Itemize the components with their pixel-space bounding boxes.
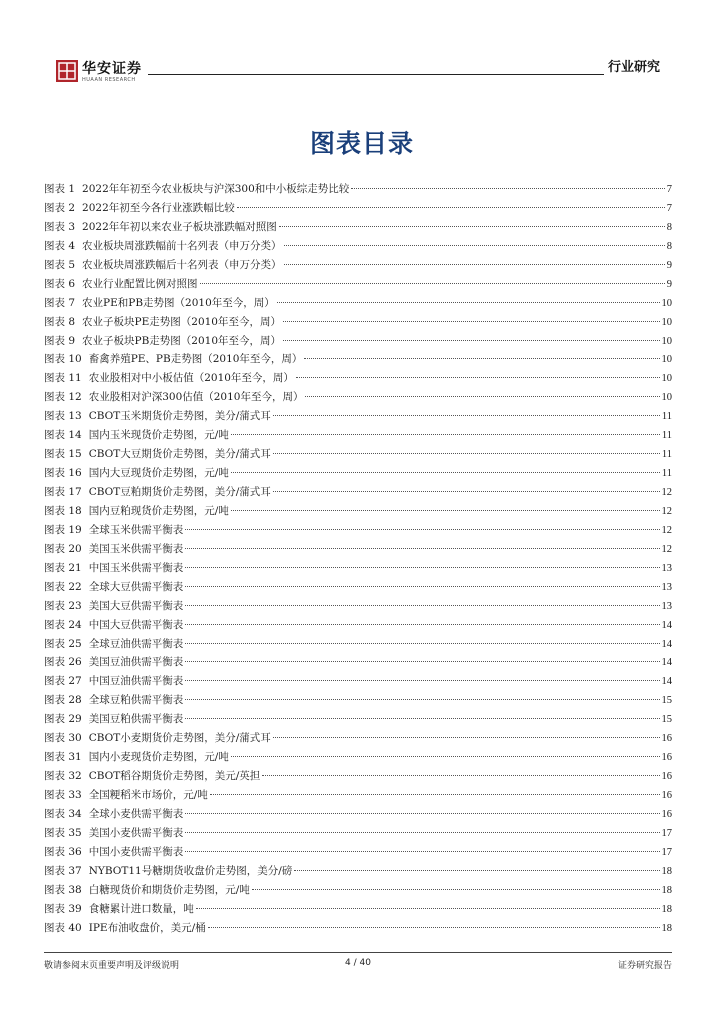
toc-dot-leader [294, 869, 659, 871]
toc-entry[interactable] [44, 653, 672, 672]
toc-entry-title: CBOT大豆期货价走势图，美分/蒲式耳 [88, 448, 271, 461]
toc-entry-page: 17 [661, 827, 672, 839]
toc-entry-label: 图表 17 [44, 486, 82, 498]
toc-entry-title: 美国玉米供需平衡表 [88, 542, 184, 555]
toc-dot-leader [185, 812, 659, 814]
toc-dot-leader [185, 604, 659, 606]
toc-entry-label: 图表 12 [44, 391, 82, 404]
toc-dot-leader [185, 660, 659, 662]
toc-entry[interactable] [44, 237, 672, 256]
toc-entry-page: 9 [666, 278, 672, 290]
toc-entry-title: 2022年年初至今农业板块与沪深300和中小板综走势比较 [82, 183, 350, 195]
company-logo-icon [56, 60, 78, 82]
toc-entry-page: 14 [661, 619, 672, 631]
toc-dot-leader [185, 642, 659, 644]
toc-entry-title: 中国大豆供需平衡表 [88, 618, 184, 631]
toc-entry-label: 图表 18 [44, 504, 82, 517]
toc-entry-title: NYBOT11号糖期货收盘价走势图，美分/磅 [88, 864, 293, 877]
toc-entry[interactable] [44, 388, 672, 407]
toc-entry-page: 8 [666, 221, 672, 233]
toc-entry-label: 图表 4 [44, 239, 76, 252]
toc-entry[interactable] [44, 919, 672, 938]
toc-dot-leader [185, 547, 659, 549]
toc-entry[interactable] [44, 767, 672, 786]
toc-entry-page: 10 [661, 373, 672, 385]
toc-dot-leader [304, 357, 659, 359]
toc-entry-label: 图表 37 [44, 864, 82, 877]
toc-entry-title: 农业子板块PB走势图（2010年至今，周） [82, 334, 282, 347]
report-category: 行业研究 [604, 56, 660, 75]
toc-entry-title: 农业PE和PB走势图（2010年至今，周） [82, 296, 275, 309]
toc-entry-page: 16 [661, 808, 672, 820]
toc-dot-leader [185, 585, 659, 587]
toc-entry[interactable] [44, 180, 672, 199]
toc-entry-label: 图表 40 [44, 921, 82, 934]
toc-entry-page: 18 [661, 865, 672, 877]
toc-dot-leader [210, 793, 660, 795]
toc-entry-page: 12 [661, 524, 672, 536]
toc-entry-label: 图表 39 [44, 902, 82, 915]
toc-entry-title: 中国玉米供需平衡表 [88, 561, 184, 574]
toc-entry-title: 美国豆油供需平衡表 [88, 656, 184, 669]
toc-entry-title: CBOT稻谷期货价走势图，美元/英担 [88, 770, 261, 783]
toc-entry-label: 图表 28 [44, 694, 82, 707]
toc-dot-leader [351, 187, 664, 189]
toc-entry-title: 食糖累计进口数量，吨 [88, 902, 194, 915]
toc-entry[interactable] [44, 729, 672, 748]
toc-entry-label: 图表 27 [44, 675, 82, 688]
footer-divider [44, 952, 672, 953]
toc-dot-leader [273, 452, 660, 454]
toc-dot-leader [185, 717, 659, 719]
toc-entry-title: 2022年年初以来农业子板块涨跌幅对照图 [82, 220, 277, 233]
toc-entry-title: 农业股相对中小板估值（2010年至今，周） [88, 372, 294, 385]
toc-entry-title: 2022年初至今各行业涨跌幅比较 [82, 201, 235, 214]
toc-entry[interactable] [44, 559, 672, 578]
toc-entry-title: 畜禽养殖PE、PB走势图（2010年至今，周） [88, 353, 303, 366]
toc-entry-label: 图表 24 [44, 618, 82, 631]
toc-entry-title: CBOT小麦期货价走势图，美分/蒲式耳 [88, 732, 271, 745]
toc-entry-page: 11 [661, 430, 672, 442]
toc-entry[interactable] [44, 862, 672, 881]
toc-entry-page: 12 [661, 543, 672, 555]
toc-entry-title: 全球豆粕供需平衡表 [88, 694, 184, 707]
toc-entry-page: 12 [661, 487, 672, 498]
toc-dot-leader [231, 509, 660, 511]
toc-entry-page: 12 [661, 505, 672, 517]
toc-entry-title: 美国大豆供需平衡表 [88, 599, 184, 612]
toc-dot-leader [273, 736, 660, 738]
toc-dot-leader [277, 301, 660, 303]
toc-entry-page: 14 [661, 638, 672, 650]
toc-entry[interactable] [44, 332, 672, 351]
toc-entry[interactable] [44, 369, 672, 388]
toc-entry[interactable] [44, 597, 672, 616]
toc-entry-title: CBOT玉米期货价走势图，美分/蒲式耳 [88, 410, 271, 423]
toc-entry-label: 图表 15 [44, 448, 82, 461]
toc-entry-label: 图表 11 [44, 372, 82, 385]
toc-entry[interactable] [44, 843, 672, 862]
toc-entry[interactable] [44, 199, 672, 218]
toc-entry[interactable] [44, 540, 672, 559]
toc-entry-label: 图表 6 [44, 277, 76, 290]
toc-entry[interactable] [44, 805, 672, 824]
company-logo-subtext: HUAAN RESEARCH [82, 77, 136, 83]
toc-entry[interactable] [44, 275, 672, 294]
toc-entry[interactable] [44, 748, 672, 767]
header-divider [148, 74, 660, 75]
toc-entry-title: 中国豆油供需平衡表 [88, 675, 184, 688]
toc-entry-page: 9 [666, 259, 672, 271]
toc-entry[interactable] [44, 294, 672, 313]
toc-entry-label: 图表 19 [44, 523, 82, 536]
toc-entry-page: 18 [661, 903, 672, 915]
toc-entry[interactable] [44, 218, 672, 237]
toc-entry-label: 图表 14 [44, 429, 82, 442]
toc-entry-label: 图表 25 [44, 637, 82, 650]
toc-entry[interactable] [44, 521, 672, 540]
toc-entry[interactable] [44, 672, 672, 691]
toc-entry-title: 农业板块周涨跌幅前十名列表（申万分类） [82, 239, 282, 252]
toc-entry[interactable] [44, 256, 672, 275]
toc-dot-leader [279, 225, 665, 227]
toc-dot-leader [262, 774, 659, 776]
toc-entry-page: 18 [661, 884, 672, 896]
toc-dot-leader [200, 282, 665, 284]
toc-entry-label: 图表 3 [44, 220, 76, 233]
toc-entry[interactable] [44, 350, 672, 369]
toc-entry-page: 11 [661, 449, 672, 461]
toc-dot-leader [196, 907, 660, 909]
toc-entry-label: 图表 13 [44, 410, 82, 423]
toc-entry-page: 10 [661, 392, 672, 404]
toc-entry[interactable] [44, 881, 672, 900]
page-header [56, 56, 660, 92]
toc-entry-page: 16 [661, 733, 672, 745]
company-logo-text: 华安证券 [82, 61, 142, 77]
toc-entry-label: 图表 8 [44, 315, 76, 328]
toc-entry-title: 农业板块周涨跌幅后十名列表（申万分类） [82, 258, 282, 271]
toc-entry[interactable] [44, 616, 672, 635]
toc-entry[interactable] [44, 824, 672, 843]
table-of-figures [44, 180, 672, 938]
toc-entry-page: 10 [661, 316, 672, 328]
toc-entry-page: 10 [661, 297, 672, 309]
toc-entry-label: 图表 31 [44, 751, 82, 764]
toc-entry-page: 17 [661, 846, 672, 858]
toc-entry-label: 图表 26 [44, 656, 82, 669]
toc-entry-page: 16 [661, 771, 672, 783]
toc-entry-title: 农业行业配置比例对照图 [82, 277, 198, 290]
toc-entry-label: 图表 2 [44, 201, 76, 214]
toc-entry-label: 图表 20 [44, 542, 82, 555]
toc-entry-label: 图表 9 [44, 334, 76, 347]
toc-entry-label: 图表 7 [44, 296, 76, 309]
toc-entry-page: 10 [661, 335, 672, 347]
toc-entry-label: 图表 10 [44, 353, 82, 366]
toc-dot-leader [185, 528, 659, 530]
toc-entry[interactable] [44, 900, 672, 919]
toc-entry[interactable] [44, 426, 672, 445]
toc-dot-leader [273, 414, 660, 416]
toc-entry-label: 图表 22 [44, 580, 82, 593]
toc-entry[interactable] [44, 786, 672, 805]
toc-entry-page: 16 [661, 790, 672, 801]
toc-entry-title: 全球小麦供需平衡表 [88, 807, 184, 820]
toc-entry-page: 7 [666, 184, 672, 195]
toc-dot-leader [284, 263, 665, 265]
toc-entry-label: 图表 23 [44, 599, 82, 612]
toc-entry[interactable] [44, 635, 672, 654]
toc-entry[interactable] [44, 483, 672, 502]
toc-entry-title: 农业子板块PE走势图（2010年至今，周） [82, 315, 281, 328]
toc-entry-page: 13 [661, 600, 672, 612]
toc-entry-page: 15 [661, 695, 672, 707]
toc-dot-leader [185, 679, 659, 681]
toc-entry-label: 图表 21 [44, 561, 82, 574]
toc-entry-title: 中国小麦供需平衡表 [88, 845, 184, 858]
toc-dot-leader [185, 850, 659, 852]
toc-entry-title: 美国小麦供需平衡表 [88, 826, 184, 839]
toc-entry-title: 国内豆粕现货价走势图，元/吨 [88, 504, 229, 517]
toc-entry[interactable] [44, 445, 672, 464]
toc-entry-label: 图表 34 [44, 807, 82, 820]
toc-entry[interactable] [44, 691, 672, 710]
toc-entry-label: 图表 1 [44, 183, 76, 195]
toc-dot-leader [296, 376, 660, 378]
toc-entry-title: 国内小麦现货价走势图，元/吨 [88, 751, 229, 764]
toc-entry-title: 美国豆粕供需平衡表 [88, 713, 184, 726]
toc-entry-page: 11 [661, 468, 672, 480]
toc-entry[interactable] [44, 578, 672, 597]
toc-entry[interactable] [44, 710, 672, 729]
toc-entry-title: 全球豆油供需平衡表 [88, 637, 184, 650]
toc-dot-leader [231, 755, 660, 757]
toc-dot-leader [185, 698, 659, 700]
toc-entry-label: 图表 16 [44, 467, 82, 480]
toc-entry-label: 图表 29 [44, 713, 82, 726]
toc-entry-page: 14 [661, 676, 672, 688]
toc-entry-label: 图表 38 [44, 883, 82, 896]
toc-entry-page: 15 [661, 714, 672, 726]
toc-entry-label: 图表 33 [44, 789, 82, 801]
toc-entry-title: 全国粳稻米市场价，元/吨 [88, 789, 208, 801]
toc-entry-label: 图表 35 [44, 826, 82, 839]
toc-dot-leader [185, 566, 659, 568]
toc-entry-title: IPE布油收盘价，美元/桶 [88, 921, 206, 934]
toc-dot-leader [284, 244, 665, 246]
toc-entry-page: 10 [661, 354, 672, 366]
toc-entry-title: 国内大豆现货价走势图，元/吨 [88, 467, 229, 480]
toc-dot-leader [185, 623, 659, 625]
toc-entry-page: 16 [661, 752, 672, 764]
toc-entry-page: 7 [666, 202, 672, 214]
toc-dot-leader [283, 339, 659, 341]
toc-entry[interactable] [44, 407, 672, 426]
toc-entry-label: 图表 36 [44, 845, 82, 858]
toc-entry-page: 14 [661, 657, 672, 669]
toc-dot-leader [305, 395, 659, 397]
toc-entry-page: 18 [661, 922, 672, 934]
page-footer [44, 958, 672, 974]
toc-entry[interactable] [44, 464, 672, 483]
page-number: 4 / 40 [345, 958, 371, 968]
report-type: 证券研究报告 [617, 961, 672, 971]
disclaimer-note: 敬请参阅末页重要声明及评级说明 [44, 961, 180, 971]
toc-entry-title: 农业股相对沪深300估值（2010年至今，周） [88, 391, 304, 404]
toc-entry-title: 全球大豆供需平衡表 [88, 580, 184, 593]
toc-dot-leader [252, 888, 660, 890]
toc-dot-leader [185, 831, 659, 833]
toc-entry-page: 8 [666, 240, 672, 252]
toc-entry-page: 11 [661, 411, 672, 423]
toc-entry-title: 全球玉米供需平衡表 [88, 523, 184, 536]
toc-dot-leader [283, 320, 660, 322]
toc-entry-title: CBOT豆粕期货价走势图，美分/蒲式耳 [88, 486, 271, 498]
toc-entry-label: 图表 30 [44, 732, 82, 745]
toc-entry-title: 白糖现货价和期货价走势图，元/吨 [88, 883, 250, 896]
toc-dot-leader [237, 206, 665, 208]
page-title: 图表目录 [309, 129, 414, 158]
toc-entry-label: 图表 5 [44, 258, 76, 271]
toc-entry[interactable] [44, 502, 672, 521]
toc-entry-title: 国内玉米现货价走势图，元/吨 [88, 429, 229, 442]
toc-entry-page: 13 [661, 581, 672, 593]
toc-dot-leader [231, 471, 660, 473]
toc-entry-label: 图表 32 [44, 770, 82, 783]
toc-dot-leader [273, 490, 660, 492]
toc-dot-leader [231, 433, 660, 435]
toc-entry[interactable] [44, 313, 672, 332]
toc-entry-page: 13 [661, 562, 672, 574]
toc-dot-leader [208, 926, 660, 928]
